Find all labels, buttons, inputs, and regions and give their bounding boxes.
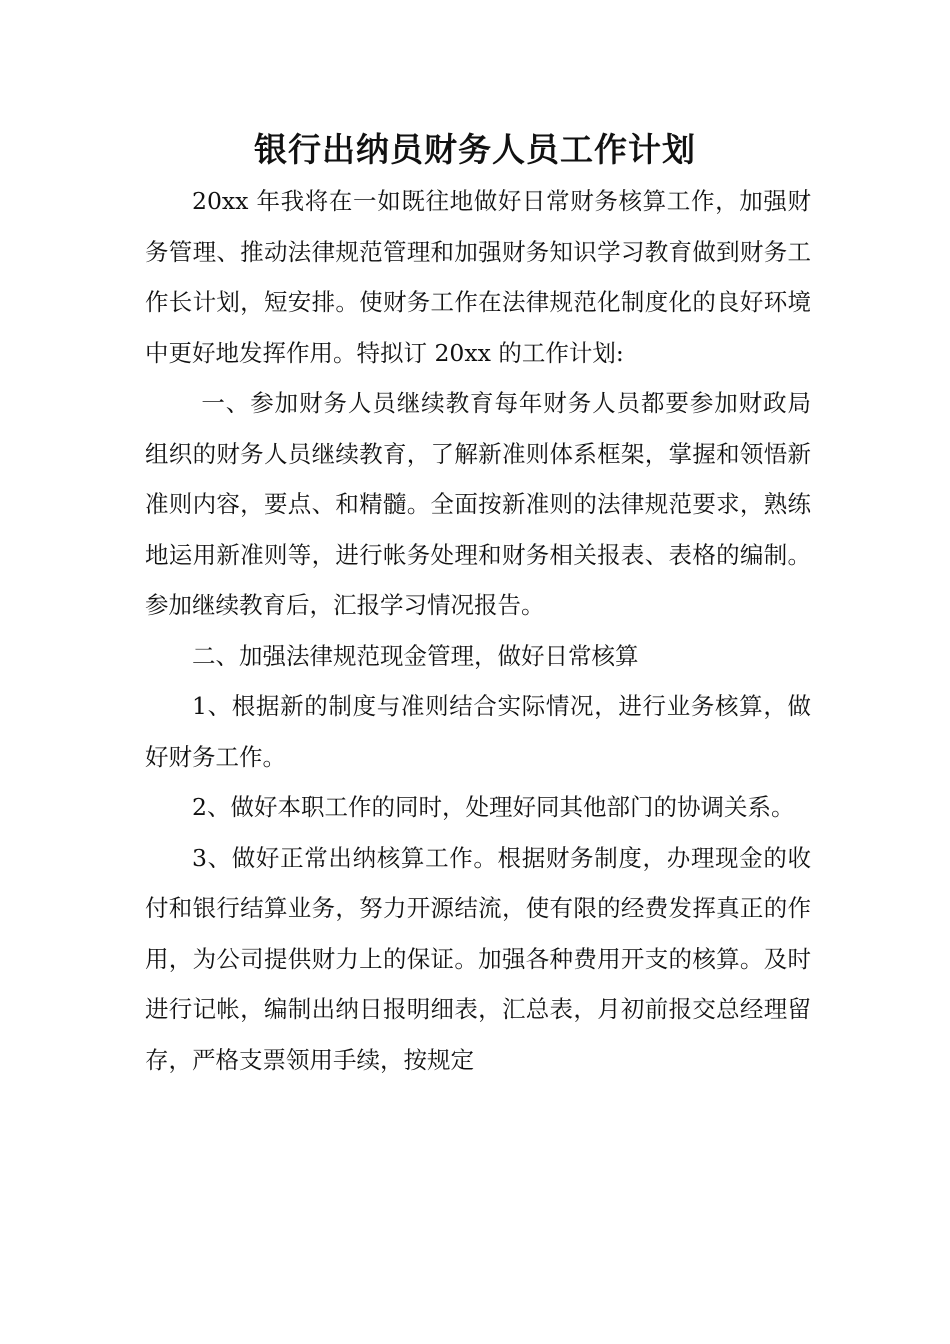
paragraph-section-2-heading: 二、加强法律规范现金管理，做好日常核算 xyxy=(192,641,639,670)
paragraph-item-2: 2、做好本职工作的同时，处理好同其他部门的协调关系。 xyxy=(192,793,795,821)
paragraph-intro: 20xx 年我将在一如既往地做好日常财务核算工作，加强财务管理、推动法律规范管理和加强财务知识学习教育做到财务工作长计划，短安排。使财务工作在法律规范化制度化的良好环境中更好地发挥作用。特拟订 20xx 的工作计划: xyxy=(145,187,811,367)
document-body xyxy=(145,176,811,1085)
document-title: 银行出纳员财务人员工作计划 xyxy=(254,130,696,169)
paragraph-item-1: 1、根据新的制度与准则结合实际情况，进行业务核算，做好财务工作。 xyxy=(145,692,811,771)
paragraph-item-3: 3、做好正常出纳核算工作。根据财务制度，办理现金的收付和银行结算业务，努力开源结流，使有限的经费发挥真正的作用，为公司提供财力上的保证。加强各种费用开支的核算。及时进行记帐，编制出纳日报明细表，汇总表，月初前报交总经理留存，严格支票领用手续，按规定 xyxy=(145,843,811,1074)
paragraph-section-1: 一、参加财务人员继续教育每年财务人员都要参加财政局组织的财务人员继续教育，了解新准则体系框架，掌握和领悟新准则内容，要点、和精髓。全面按新准则的法律规范要求，熟练地运用新准则等，进行帐务处理和财务相关报表、表格的编制。参加继续教育后，汇报学习情况报告。 xyxy=(145,389,811,619)
